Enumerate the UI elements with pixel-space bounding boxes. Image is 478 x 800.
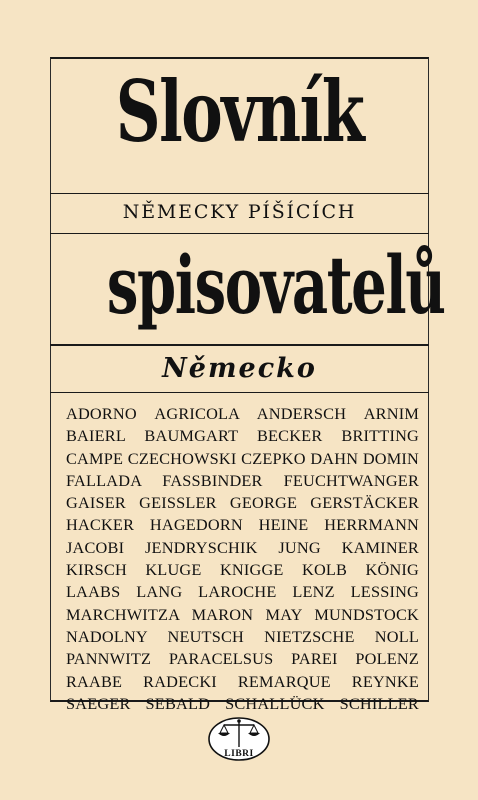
author-line: SAEGER SEBALD SCHALLÜCK SCHILLER: [66, 693, 419, 713]
author-line: HACKER HAGEDORN HEINE HERRMANN: [66, 515, 419, 535]
author-line: BAIERL BAUMGART BECKER BRITTING: [66, 426, 419, 446]
author-line: NADOLNY NEUTSCH NIETZSCHE NOLL: [66, 626, 419, 646]
author-line: RAABE RADECKI REMARQUE REYNKE: [66, 671, 419, 691]
title-line-1: Slovník: [115, 62, 364, 161]
author-line: GAISER GEISSLER GEORGE GERSTÄCKER: [66, 493, 419, 513]
publisher-name: LIBRI: [224, 749, 254, 759]
author-line: ADORNO AGRICOLA ANDERSCH ARNIM: [66, 404, 419, 423]
divider-4: [50, 392, 429, 393]
divider-2: [50, 233, 429, 234]
author-line: JACOBI JENDRYSCHIK JUNG KAMINER: [66, 537, 419, 557]
publisher-logo-icon: [207, 713, 271, 763]
subtitle: NĚMECKY PÍŠÍCÍCH: [122, 201, 357, 223]
divider-3: [50, 344, 429, 346]
author-line: MARCHWITZA MARON MAY MUNDSTOCK: [66, 604, 419, 624]
author-line: CAMPE CZECHOWSKI CZEPKO DAHN DOMIN: [66, 448, 419, 468]
title-line-2: spisovatelů: [106, 238, 445, 332]
author-line: FALLADA FASSBINDER FEUCHTWANGER: [66, 470, 419, 490]
author-line: LAABS LANG LAROCHE LENZ LESSING: [66, 582, 419, 602]
country-label: Německo: [162, 353, 317, 384]
author-line: KIRSCH KLUGE KNIGGE KOLB KÖNIG: [66, 560, 419, 580]
author-list: [66, 403, 419, 715]
author-line: PANNWITZ PARACELSUS PAREI POLENZ: [66, 649, 419, 669]
divider-1: [50, 193, 429, 194]
